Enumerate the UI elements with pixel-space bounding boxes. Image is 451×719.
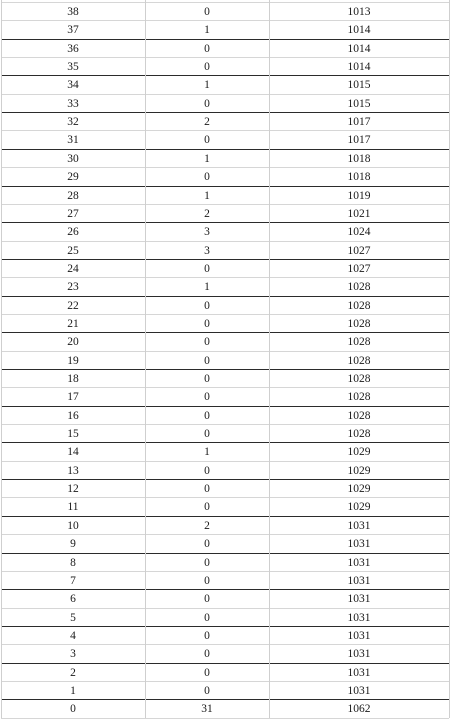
row-index-cell: 25 [67, 244, 79, 257]
row-count-cell: 0 [204, 262, 210, 275]
table-row [1, 113, 449, 131]
row-count-cell: 3 [204, 226, 210, 239]
row-cumulative-cell: 1028 [347, 428, 371, 441]
row-index-cell: 14 [67, 446, 79, 459]
table-row [1, 664, 449, 682]
table-row [1, 609, 449, 627]
column-divider [269, 0, 270, 718]
row-index-cell: 12 [67, 483, 79, 496]
row-cumulative-cell: 1018 [347, 152, 371, 165]
row-cumulative-cell: 1028 [347, 336, 371, 349]
row-cumulative-cell: 1028 [347, 317, 371, 330]
row-index-cell: 22 [67, 299, 79, 312]
row-cumulative-cell: 1018 [347, 171, 371, 184]
table-row [1, 21, 449, 39]
row-count-cell: 1 [204, 446, 210, 459]
row-cumulative-cell: 1062 [347, 703, 371, 716]
row-index-cell: 4 [70, 629, 76, 642]
row-index-cell: 8 [70, 556, 76, 569]
row-cumulative-cell: 1031 [347, 538, 371, 551]
table-row [1, 58, 449, 76]
row-cumulative-cell: 1028 [347, 409, 371, 422]
row-count-cell: 0 [204, 61, 210, 74]
row-cumulative-cell: 1031 [347, 648, 371, 661]
row-cumulative-cell: 1028 [347, 354, 371, 367]
row-count-cell: 0 [204, 299, 210, 312]
row-count-cell: 31 [201, 703, 213, 716]
table-row [1, 462, 449, 480]
row-index-cell: 17 [67, 391, 79, 404]
row-count-cell: 1 [204, 281, 210, 294]
row-index-cell: 18 [67, 373, 79, 385]
row-count-cell: 0 [204, 666, 210, 679]
row-count-cell: 1 [204, 24, 210, 37]
row-count-cell: 0 [204, 373, 210, 385]
row-count-cell: 0 [204, 97, 210, 110]
table-row [1, 554, 449, 572]
row-cumulative-cell: 1029 [347, 501, 371, 514]
row-cumulative-cell: 1027 [347, 262, 371, 275]
table-row [1, 590, 449, 608]
table-row [1, 443, 449, 461]
row-cumulative-cell: 1031 [347, 684, 371, 697]
row-count-cell: 0 [204, 648, 210, 661]
row-index-cell: 24 [67, 262, 79, 275]
row-index-cell: 7 [70, 574, 76, 587]
row-index-cell: 9 [70, 538, 76, 551]
row-index-cell: 2 [70, 666, 76, 679]
row-count-cell: 0 [204, 317, 210, 330]
row-count-cell: 2 [204, 207, 210, 220]
row-index-cell: 6 [70, 593, 76, 606]
row-cumulative-cell: 1028 [347, 281, 371, 294]
row-index-cell: 11 [67, 501, 79, 514]
row-cumulative-cell: 1024 [347, 226, 371, 239]
table-row [1, 95, 449, 113]
row-index-cell: 16 [67, 409, 79, 422]
row-cumulative-cell: 1014 [347, 24, 371, 37]
row-count-cell: 2 [204, 519, 210, 532]
column-divider [145, 0, 146, 718]
table-row [1, 76, 449, 94]
table-row [1, 260, 449, 278]
row-count-cell: 0 [204, 629, 210, 642]
row-index-cell: 20 [67, 336, 79, 349]
row-count-cell: 0 [204, 42, 210, 55]
table-row [1, 223, 449, 241]
row-cumulative-cell: 1031 [347, 666, 371, 679]
row-count-cell: 0 [204, 409, 210, 422]
row-cumulative-cell: 1031 [347, 574, 371, 587]
table-row [1, 682, 449, 700]
row-index-cell: 32 [67, 116, 79, 129]
column-divider [449, 0, 450, 718]
row-cumulative-cell: 1028 [347, 299, 371, 312]
row-count-cell: 0 [204, 354, 210, 367]
column-divider [1, 0, 2, 718]
table-row [1, 168, 449, 186]
row-index-cell: 23 [67, 281, 79, 294]
table-row [1, 131, 449, 149]
row-cumulative-cell: 1015 [347, 79, 371, 92]
row-cumulative-cell: 1017 [347, 134, 371, 147]
row-cumulative-cell: 1031 [347, 519, 371, 532]
row-index-cell: 13 [67, 464, 79, 477]
table-row [1, 627, 449, 645]
row-cumulative-cell: 1031 [347, 611, 371, 624]
row-index-cell: 5 [70, 611, 76, 624]
table-row [1, 425, 449, 443]
table-row [1, 700, 449, 718]
row-index-cell: 3 [70, 648, 76, 661]
table-row [1, 297, 449, 315]
row-count-cell: 2 [204, 116, 210, 129]
table-row [1, 242, 449, 260]
row-index-cell: 26 [67, 226, 79, 239]
table-row [1, 333, 449, 351]
row-cumulative-cell: 1028 [347, 391, 371, 404]
row-index-cell: 31 [67, 134, 79, 147]
row-index-cell: 19 [67, 354, 79, 367]
table-row [1, 278, 449, 296]
row-index-cell: 37 [67, 24, 79, 37]
row-count-cell: 0 [204, 336, 210, 349]
row-cumulative-cell: 1014 [347, 42, 371, 55]
table-row [1, 498, 449, 516]
row-count-cell: 0 [204, 428, 210, 441]
table-row [1, 370, 449, 388]
row-count-cell: 0 [204, 556, 210, 569]
row-cumulative-cell: 1031 [347, 629, 371, 642]
table-row [1, 315, 449, 333]
row-index-cell: 35 [67, 61, 79, 74]
row-cumulative-cell: 1029 [347, 464, 371, 477]
table-row [1, 645, 449, 663]
table-top-rule [1, 2, 449, 3]
row-cumulative-cell: 1014 [347, 61, 371, 74]
table-row [1, 517, 449, 535]
row-count-cell: 0 [204, 574, 210, 587]
row-count-cell: 0 [204, 171, 210, 184]
row-cumulative-cell: 1013 [347, 6, 371, 18]
row-count-cell: 0 [204, 538, 210, 551]
table-row [1, 352, 449, 370]
row-index-cell: 27 [67, 207, 79, 220]
row-cumulative-cell: 1017 [347, 116, 371, 129]
row-count-cell: 1 [204, 152, 210, 165]
row-index-cell: 36 [67, 42, 79, 55]
row-count-cell: 1 [204, 79, 210, 92]
row-cumulative-cell: 1015 [347, 97, 371, 110]
row-index-cell: 0 [70, 703, 76, 716]
row-cumulative-cell: 1028 [347, 373, 371, 385]
table-row [1, 187, 449, 205]
row-count-cell: 0 [204, 134, 210, 147]
row-index-cell: 28 [67, 189, 79, 202]
row-index-cell: 33 [67, 97, 79, 110]
row-index-cell: 15 [67, 428, 79, 441]
row-index-cell: 21 [67, 317, 79, 330]
table-row [1, 3, 449, 21]
row-count-cell: 1 [204, 189, 210, 202]
table-row [1, 40, 449, 58]
table-row [1, 572, 449, 590]
row-count-cell: 0 [204, 483, 210, 496]
row-count-cell: 0 [204, 6, 210, 18]
row-count-cell: 0 [204, 684, 210, 697]
row-cumulative-cell: 1029 [347, 446, 371, 459]
table-row [1, 407, 449, 425]
row-index-cell: 30 [67, 152, 79, 165]
row-cumulative-cell: 1019 [347, 189, 371, 202]
row-cumulative-cell: 1031 [347, 556, 371, 569]
row-index-cell: 34 [67, 79, 79, 92]
table-row [1, 480, 449, 498]
row-index-cell: 29 [67, 171, 79, 184]
table-row [1, 205, 449, 223]
table-row [1, 388, 449, 406]
row-count-cell: 0 [204, 593, 210, 606]
row-index-cell: 10 [67, 519, 79, 532]
row-cumulative-cell: 1021 [347, 207, 371, 220]
row-index-cell: 1 [70, 684, 76, 697]
row-count-cell: 0 [204, 391, 210, 404]
row-count-cell: 0 [204, 501, 210, 514]
row-index-cell: 38 [67, 6, 79, 18]
row-count-cell: 0 [204, 464, 210, 477]
row-count-cell: 3 [204, 244, 210, 257]
row-cumulative-cell: 1027 [347, 244, 371, 257]
row-cumulative-cell: 1031 [347, 593, 371, 606]
table-row [1, 535, 449, 553]
table-row [1, 150, 449, 168]
row-cumulative-cell: 1029 [347, 483, 371, 496]
row-count-cell: 0 [204, 611, 210, 624]
